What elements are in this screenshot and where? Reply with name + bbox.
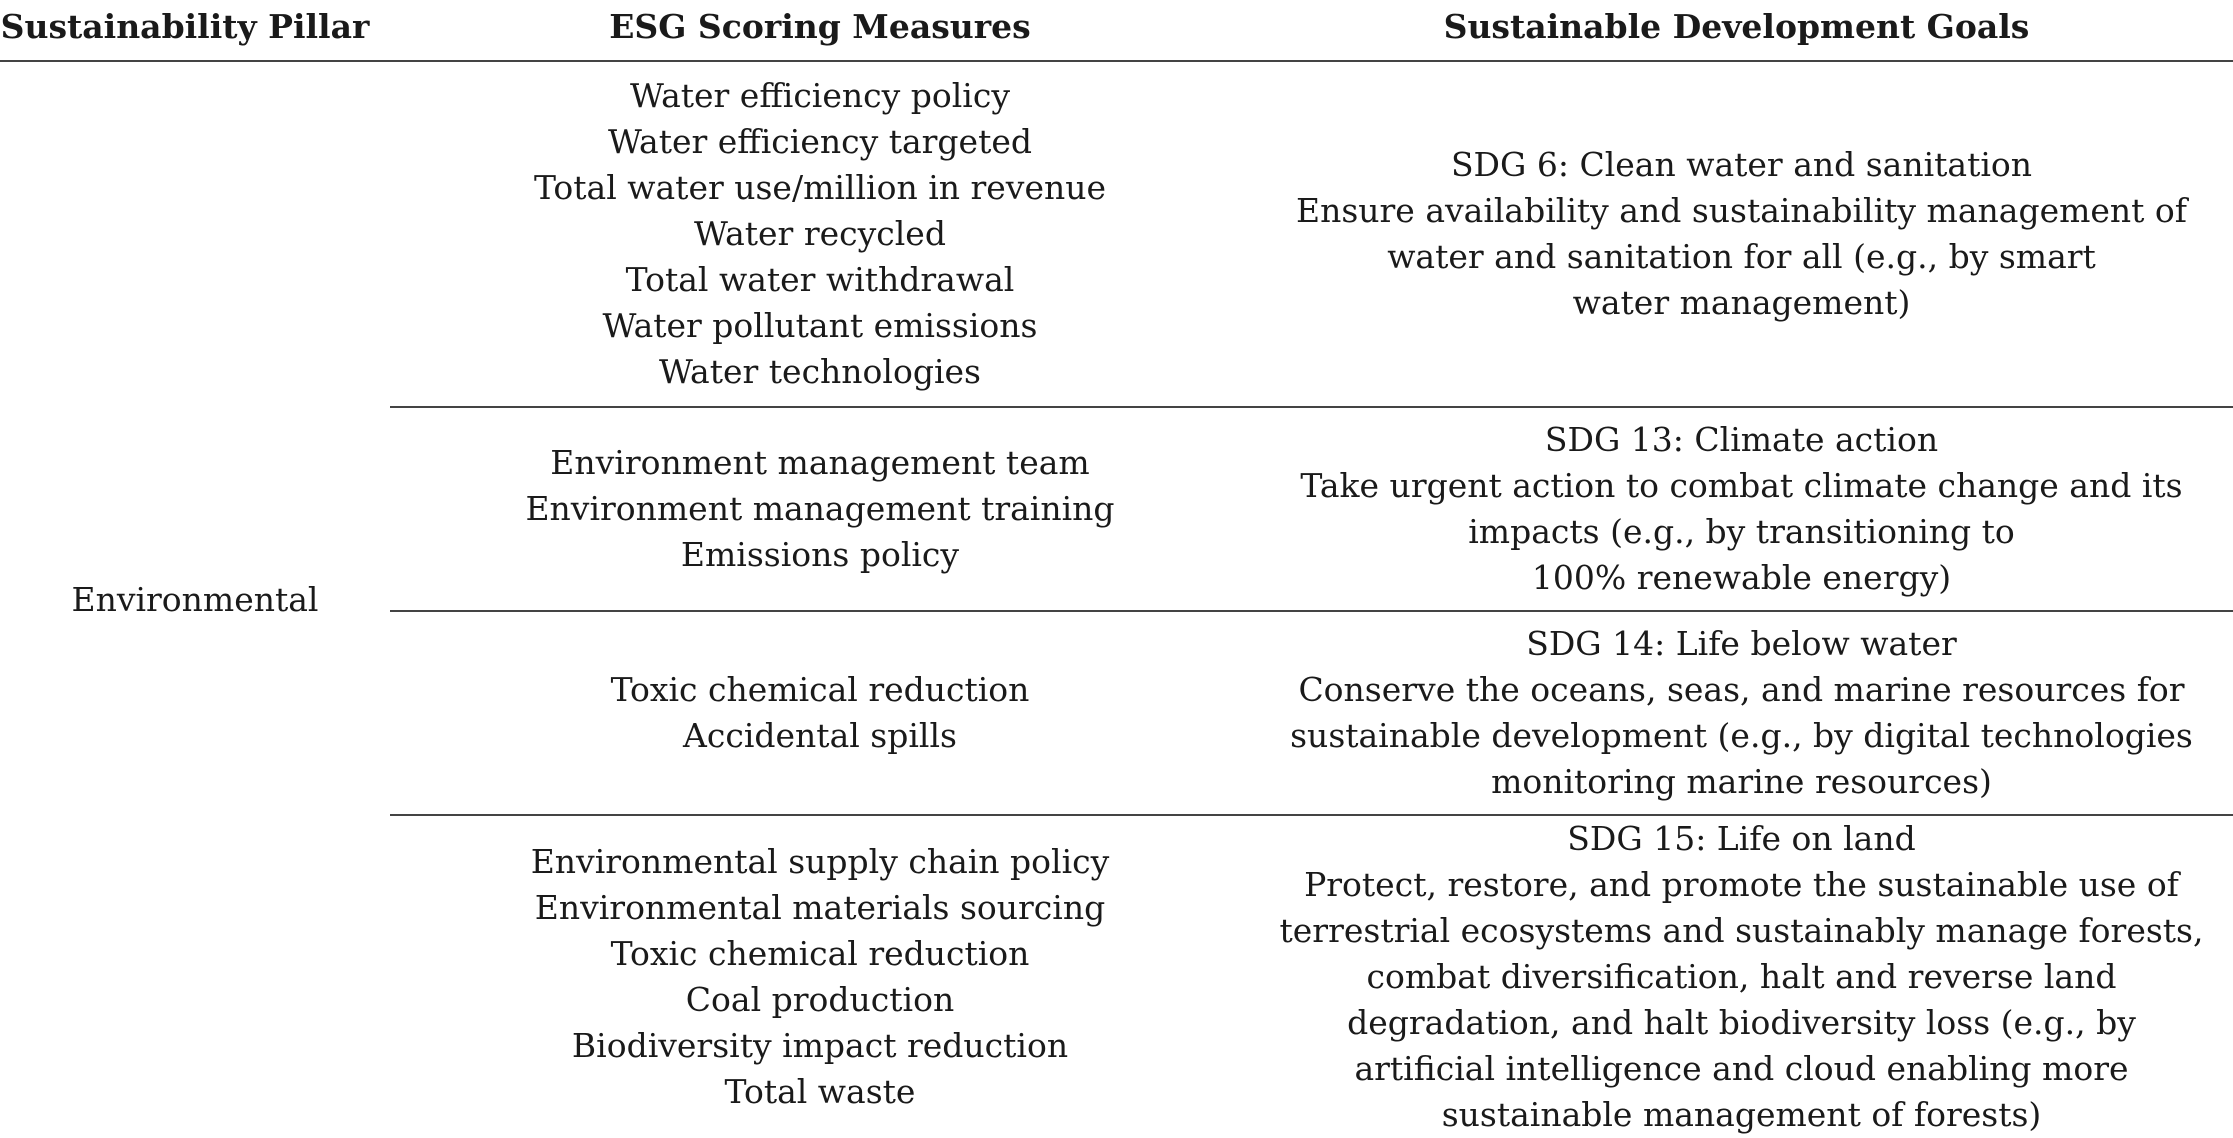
measure-item: Toxic chemical reduction bbox=[610, 670, 1030, 709]
measures-cell bbox=[390, 612, 1250, 814]
measure-item: Emissions policy bbox=[680, 535, 960, 574]
measure-item: Environmental supply chain policy bbox=[530, 841, 1110, 881]
measure-item: Total waste bbox=[724, 1071, 916, 1111]
sdg-cell bbox=[1250, 62, 2233, 406]
sdg-line: terrestrial ecosystems and sustainably manage forests, bbox=[1279, 910, 2204, 950]
sdg-cell bbox=[1250, 408, 2233, 610]
measure-item: Environment management training bbox=[525, 489, 1115, 528]
header-sustainability-pillar: Sustainability Pillar bbox=[0, 7, 370, 46]
sdg-line: 100% renewable energy) bbox=[1531, 558, 1952, 597]
sdg-line: SDG 15: Life on land bbox=[1567, 818, 1916, 858]
sdg-line: Take urgent action to combat climate change and its bbox=[1300, 466, 2183, 505]
sdg-line: Conserve the oceans, seas, and marine resources for bbox=[1298, 670, 2185, 709]
sdg-line: water management) bbox=[1572, 283, 1911, 322]
sdg-cell bbox=[1250, 816, 2233, 1137]
measure-item: Total water withdrawal bbox=[625, 260, 1015, 299]
sdg-line: Ensure availability and sustainability management of bbox=[1296, 191, 2187, 230]
measure-item: Water recycled bbox=[694, 214, 946, 253]
measure-item: Accidental spills bbox=[683, 716, 957, 755]
measure-item: Toxic chemical reduction bbox=[610, 933, 1030, 973]
measure-item: Coal production bbox=[685, 979, 955, 1019]
table-row-sdg-15 bbox=[390, 816, 2233, 1137]
measure-item: Environment management team bbox=[550, 443, 1090, 482]
measure-item: Biodiversity impact reduction bbox=[571, 1025, 1069, 1065]
measures-cell bbox=[390, 816, 1250, 1137]
sdg-line: sustainable development (e.g., by digital technologies bbox=[1290, 716, 2193, 755]
measure-item: Environmental materials sourcing bbox=[534, 887, 1106, 927]
table-row-sdg-6 bbox=[390, 62, 2233, 406]
measure-item: Total water use/million in revenue bbox=[533, 168, 1107, 207]
sdg-line: combat diversification, halt and reverse land bbox=[1366, 956, 2117, 996]
header-esg-scoring-measures: ESG Scoring Measures bbox=[609, 7, 1031, 46]
pillar-cell-environmental: Environmental bbox=[71, 580, 319, 619]
sdg-line: impacts (e.g., by transitioning to bbox=[1468, 512, 2015, 551]
sdg-line: SDG 13: Climate action bbox=[1544, 420, 1939, 459]
table-row-sdg-14 bbox=[390, 612, 2233, 814]
sdg-line: SDG 14: Life below water bbox=[1526, 624, 1957, 663]
sdg-line: artificial intelligence and cloud enabling more bbox=[1354, 1048, 2129, 1088]
measure-item: Water technologies bbox=[659, 352, 981, 391]
sdg-cell bbox=[1250, 612, 2233, 814]
sdg-line: SDG 6: Clean water and sanitation bbox=[1450, 145, 2033, 184]
sdg-line: Protect, restore, and promote the sustainable use of bbox=[1304, 864, 2179, 904]
table-row-sdg-13 bbox=[390, 408, 2233, 610]
sdg-line: monitoring marine resources) bbox=[1491, 762, 1992, 801]
sdg-line: water and sanitation for all (e.g., by smart bbox=[1387, 237, 2096, 276]
measures-cell bbox=[390, 62, 1250, 406]
measure-item: Water efficiency targeted bbox=[607, 122, 1033, 161]
sdg-line: degradation, and halt biodiversity loss (e.g., by bbox=[1347, 1002, 2136, 1042]
sdg-line: sustainable management of forests) bbox=[1441, 1094, 2042, 1134]
header-sustainable-development-goals: Sustainable Development Goals bbox=[1443, 7, 2030, 46]
measures-cell bbox=[390, 408, 1250, 610]
measure-item: Water efficiency policy bbox=[630, 76, 1010, 115]
measure-item: Water pollutant emissions bbox=[602, 306, 1038, 345]
